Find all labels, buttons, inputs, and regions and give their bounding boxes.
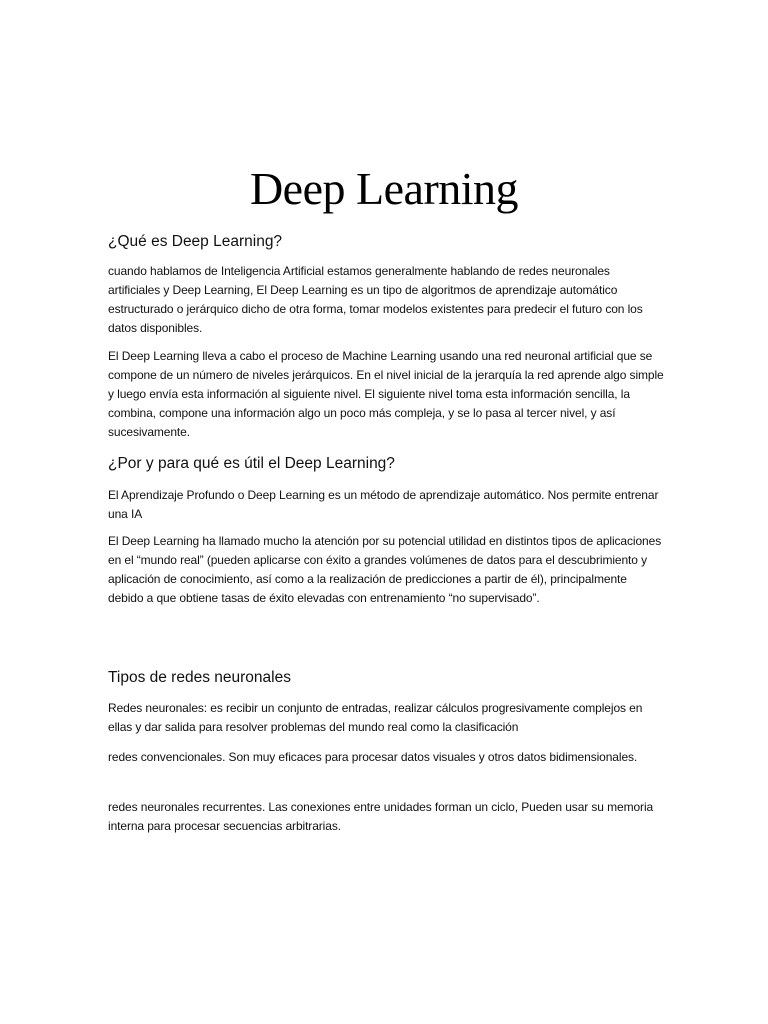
paragraph: El Deep Learning ha llamado mucho la atención por su potencial utilidad en distintos tipos de aplicaciones en el “mundo real” (pueden aplicarse con éxito a grandes volúmenes de datos para el descubrimiento y aplicación de conocimiento, así como a la realización de predicciones a partir de él), principalmente debido a que obtiene tasas de éxito elevadas con entrenamiento “no supervisado”. (108, 534, 662, 605)
paragraph: El Deep Learning lleva a cabo el proceso de Machine Learning usando una red neuronal artificial que se compone de un número de niveles jerárquicos. En el nivel inicial de la jerarquía la red aprende algo simple y luego envía esta información al siguiente nivel. El siguiente nivel toma esta información sencilla, la combina, compone una información algo un poco más compleja, y se lo pasa al tercer nivel, y así sucesivamente. (108, 349, 664, 439)
paragraph: redes convencionales. Son muy eficaces para procesar datos visuales y otros datos bidimensionales. (108, 750, 638, 764)
paragraph: redes neuronales recurrentes. Las conexiones entre unidades forman un ciclo, Pueden usar su memoria interna para procesar secuencias arbitrarias. (108, 800, 654, 833)
paragraph: cuando hablamos de Inteligencia Artificial estamos generalmente hablando de redes neuronales artificiales y Deep Learning, El Deep Learning es un tipo de algoritmos de aprendizaje automático estructurado o jerárquico dicho de otra forma, tomar modelos existentes para predecir el futuro con los datos disponibles. (108, 264, 643, 335)
section-heading-tipos-de-redes: Tipos de redes neuronales (108, 669, 291, 686)
paragraph: Redes neuronales: es recibir un conjunto de entradas, realizar cálculos progresivamente complejos en ellas y dar salida para resolver problemas del mundo real como la clasificación (108, 701, 643, 734)
section-heading-por-y-para-que: ¿Por y para qué es útil el Deep Learning? (108, 455, 395, 472)
section-heading-que-es: ¿Qué es Deep Learning? (108, 233, 283, 250)
paragraph: El Aprendizaje Profundo o Deep Learning es un método de aprendizaje automático. Nos permite entrenar una IA (108, 488, 659, 521)
document-title: Deep Learning (249, 163, 519, 214)
